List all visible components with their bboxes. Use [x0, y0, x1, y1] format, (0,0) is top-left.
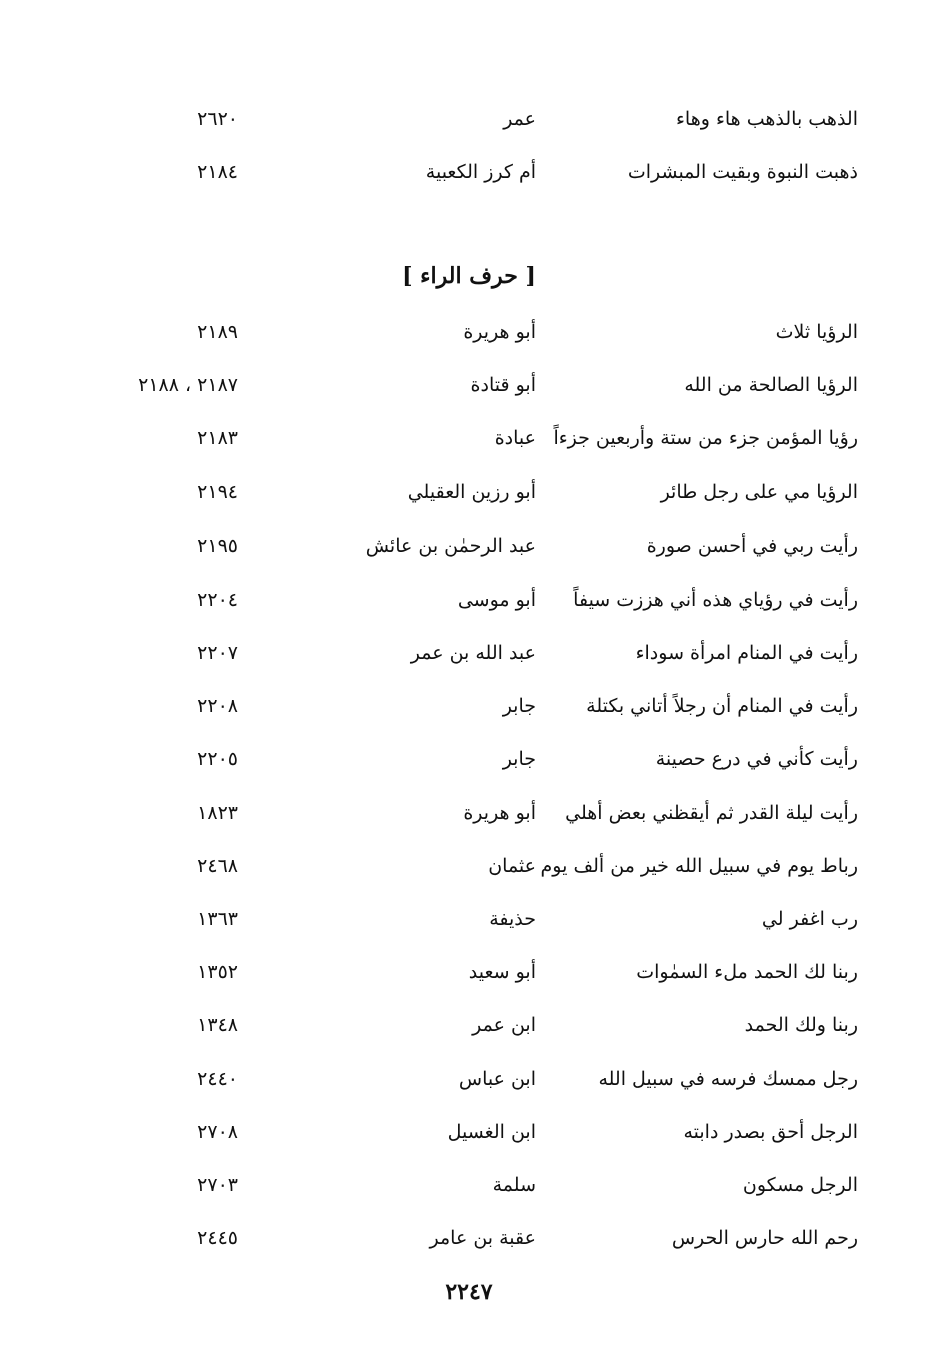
hadith-text: رب اغفر لي — [761, 908, 858, 930]
narrator-name: ابن الغسيل — [447, 1121, 536, 1143]
hadith-number: ٢١٩٤ — [197, 481, 238, 503]
hadith-number: ٢٤٤٥ — [197, 1227, 238, 1249]
hadith-number: ٢٦٢٠ — [197, 108, 238, 130]
hadith-number: ١٨٢٣ — [197, 802, 238, 824]
narrator-name: عبد الله بن عمر — [410, 642, 536, 664]
index-entry — [0, 1114, 938, 1150]
hadith-text: رأيت في رؤياي هذه أني هززت سيفاً — [573, 589, 858, 611]
hadith-text: الرؤيا ثلاث — [775, 321, 858, 343]
narrator-name: أبو هريرة — [463, 321, 536, 343]
hadith-text: الرجل مسكون — [742, 1174, 858, 1196]
index-entry — [0, 154, 938, 190]
index-entry — [0, 101, 938, 137]
narrator-name: أبو رزين العقيلي — [407, 481, 536, 503]
hadith-number: ١٣٤٨ — [197, 1014, 238, 1036]
index-entry — [0, 1167, 938, 1203]
narrator-name: سلمة — [492, 1174, 536, 1196]
hadith-number: ٢٤٤٠ — [197, 1068, 238, 1090]
hadith-text: رؤيا المؤمن جزء من ستة وأربعين جزءاً — [553, 427, 858, 449]
index-entry — [0, 795, 938, 831]
hadith-number: ٢٢٠٤ — [197, 589, 238, 611]
hadith-text: الذهب بالذهب هاء وهاء — [675, 108, 858, 130]
index-entry — [0, 314, 938, 350]
hadith-number: ٢٢٠٨ — [197, 695, 238, 717]
narrator-name: عقبة بن عامر — [429, 1227, 536, 1249]
hadith-number: ٢١٨٣ — [197, 427, 238, 449]
hadith-text: رجل ممسك فرسه في سبيل الله — [598, 1068, 858, 1090]
hadith-text: الرؤيا مي على رجل طائر — [660, 481, 858, 503]
hadith-text: رأيت كأني في درع حصينة — [655, 748, 858, 770]
narrator-name: جابر — [502, 748, 536, 770]
narrator-name: ابن عمر — [472, 1014, 536, 1036]
hadith-text: الرؤيا الصالحة من الله — [684, 374, 858, 396]
index-entry — [0, 528, 938, 564]
hadith-number: ٢٧٠٣ — [197, 1174, 238, 1196]
hadith-number: ٢١٩٥ — [197, 535, 238, 557]
hadith-number: ١٣٥٢ — [197, 961, 238, 983]
hadith-number: ٢١٨٩ — [197, 321, 238, 343]
index-entry — [0, 635, 938, 671]
page-number: ٢٢٤٧ — [445, 1279, 493, 1305]
hadith-number: ٢٧٠٨ — [197, 1121, 238, 1143]
index-entry — [0, 954, 938, 990]
narrator-name: أبو هريرة — [463, 802, 536, 824]
narrator-name: أم كرز الكعبية — [425, 161, 536, 183]
narrator-name: عثمان — [488, 855, 536, 877]
index-entry — [0, 582, 938, 618]
index-entry — [0, 741, 938, 777]
narrator-name: جابر — [502, 695, 536, 717]
hadith-number: ١٣٦٣ — [197, 908, 238, 930]
narrator-name: عبادة — [494, 427, 536, 449]
hadith-text: ذهبت النبوة وبقيت المبشرات — [627, 161, 858, 183]
index-entry — [0, 1061, 938, 1097]
narrator-name: حذيفة — [489, 908, 536, 930]
index-entry — [0, 474, 938, 510]
hadith-text: رحم الله حارس الحرس — [671, 1227, 858, 1249]
narrator-name: عمر — [503, 108, 536, 130]
index-entry — [0, 688, 938, 724]
narrator-name: عبد الرحمٰن بن عائش — [365, 535, 536, 557]
narrator-name: أبو سعيد — [468, 961, 536, 983]
hadith-text: رأيت في المنام امرأة سوداء — [635, 642, 858, 664]
hadith-text: ربنا ولك الحمد — [744, 1014, 858, 1036]
index-entry — [0, 420, 938, 456]
hadith-number: ٢٤٦٨ — [197, 855, 238, 877]
narrator-name: أبو موسى — [457, 589, 536, 611]
index-entry — [0, 848, 938, 884]
hadith-text: رأيت ليلة القدر ثم أيقظني بعض أهلي — [565, 802, 858, 824]
section-heading: [ حرف الراء ] — [402, 263, 536, 289]
index-entry — [0, 1220, 938, 1256]
hadith-text: رباط يوم في سبيل الله خير من ألف يوم — [540, 855, 858, 877]
narrator-name: أبو قتادة — [470, 374, 536, 396]
hadith-text: رأيت ربي في أحسن صورة — [646, 535, 858, 557]
index-entry — [0, 1007, 938, 1043]
hadith-number: ٢٢٠٧ — [197, 642, 238, 664]
hadith-number: ٢٢٠٥ — [197, 748, 238, 770]
index-entry — [0, 901, 938, 937]
narrator-name: ابن عباس — [458, 1068, 536, 1090]
hadith-text: رأيت في المنام أن رجلاً أتاني بكتلة — [586, 695, 858, 717]
hadith-text: الرجل أحق بصدر دابته — [683, 1121, 858, 1143]
hadith-number: ٢١٨٤ — [197, 161, 238, 183]
hadith-text: ربنا لك الحمد ملء السمٰوات — [636, 961, 858, 983]
hadith-number: ٢١٨٧ ، ٢١٨٨ — [138, 374, 238, 396]
index-entry — [0, 367, 938, 403]
